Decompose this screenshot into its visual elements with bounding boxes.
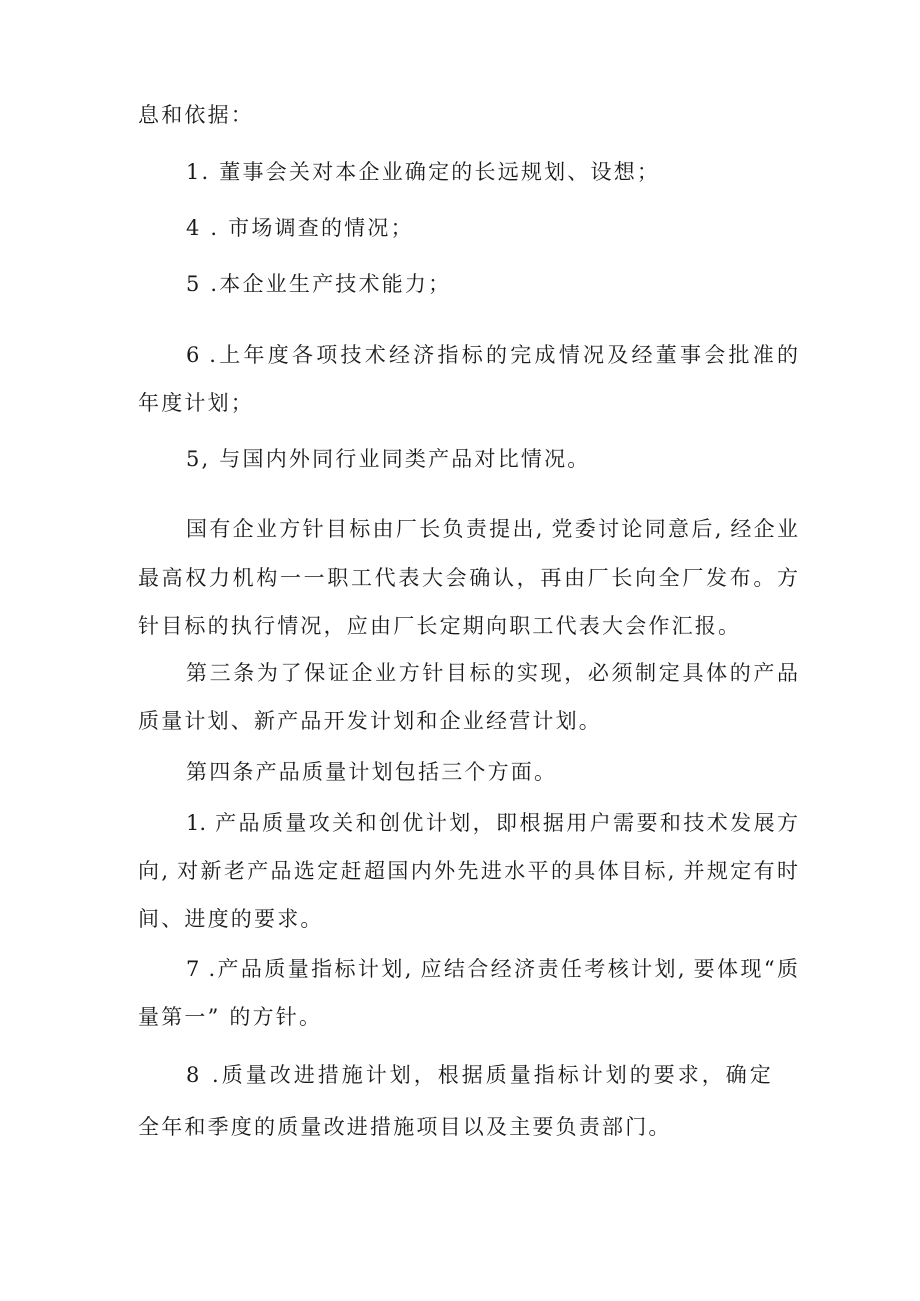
list-item: 5, 与国内外同行业同类产品对比情况。	[186, 447, 591, 471]
paragraph-line: 量第一” 的方针。	[138, 1005, 323, 1029]
paragraph-line: 质量计划、新产品开发计划和企业经营计划。	[138, 709, 602, 733]
list-item: 4 . 市场调查的情况；	[186, 216, 414, 240]
list-item: 1. 产品质量攻关和创优计划，即根据用户需要和技术发展方	[186, 811, 798, 835]
paragraph-line: 间、进度的要求。	[138, 907, 324, 931]
list-item: 6 .上年度各项技术经济指标的完成情况及经董事会批准的	[186, 343, 798, 367]
list-item: 5 .本企业生产技术能力；	[186, 272, 452, 296]
list-item: 1. 董事会关对本企业确定的长远规划、设想；	[186, 160, 661, 184]
paragraph-line: 全年和季度的质量改进措施项目以及主要负责部门。	[138, 1115, 672, 1139]
paragraph-line: 针目标的执行情况，应由厂长定期向职工代表大会作汇报。	[138, 614, 742, 638]
paragraph-line: 最高权力机构一一职工代表大会确认，再由厂长向全厂发布。方	[138, 566, 798, 590]
list-item: 7 .产品质量指标计划, 应结合经济责任考核计划, 要体现“质	[186, 957, 798, 981]
paragraph-line: 国有企业方针目标由厂长负责提出, 党委讨论同意后, 经企业	[186, 517, 798, 541]
paragraph-line: 第四条产品质量计划包括三个方面。	[186, 760, 558, 784]
paragraph-line: 向, 对新老产品选定赶超国内外先进水平的具体目标, 并规定有时	[138, 859, 798, 883]
list-item: 8 .质量改进措施计划，根据质量指标计划的要求，确定	[186, 1063, 774, 1087]
text-line: 年度计划；	[138, 391, 254, 415]
text-line: 息和依据：	[138, 103, 254, 127]
paragraph-line: 第三条为了保证企业方针目标的实现，必须制定具体的产品	[186, 661, 798, 685]
